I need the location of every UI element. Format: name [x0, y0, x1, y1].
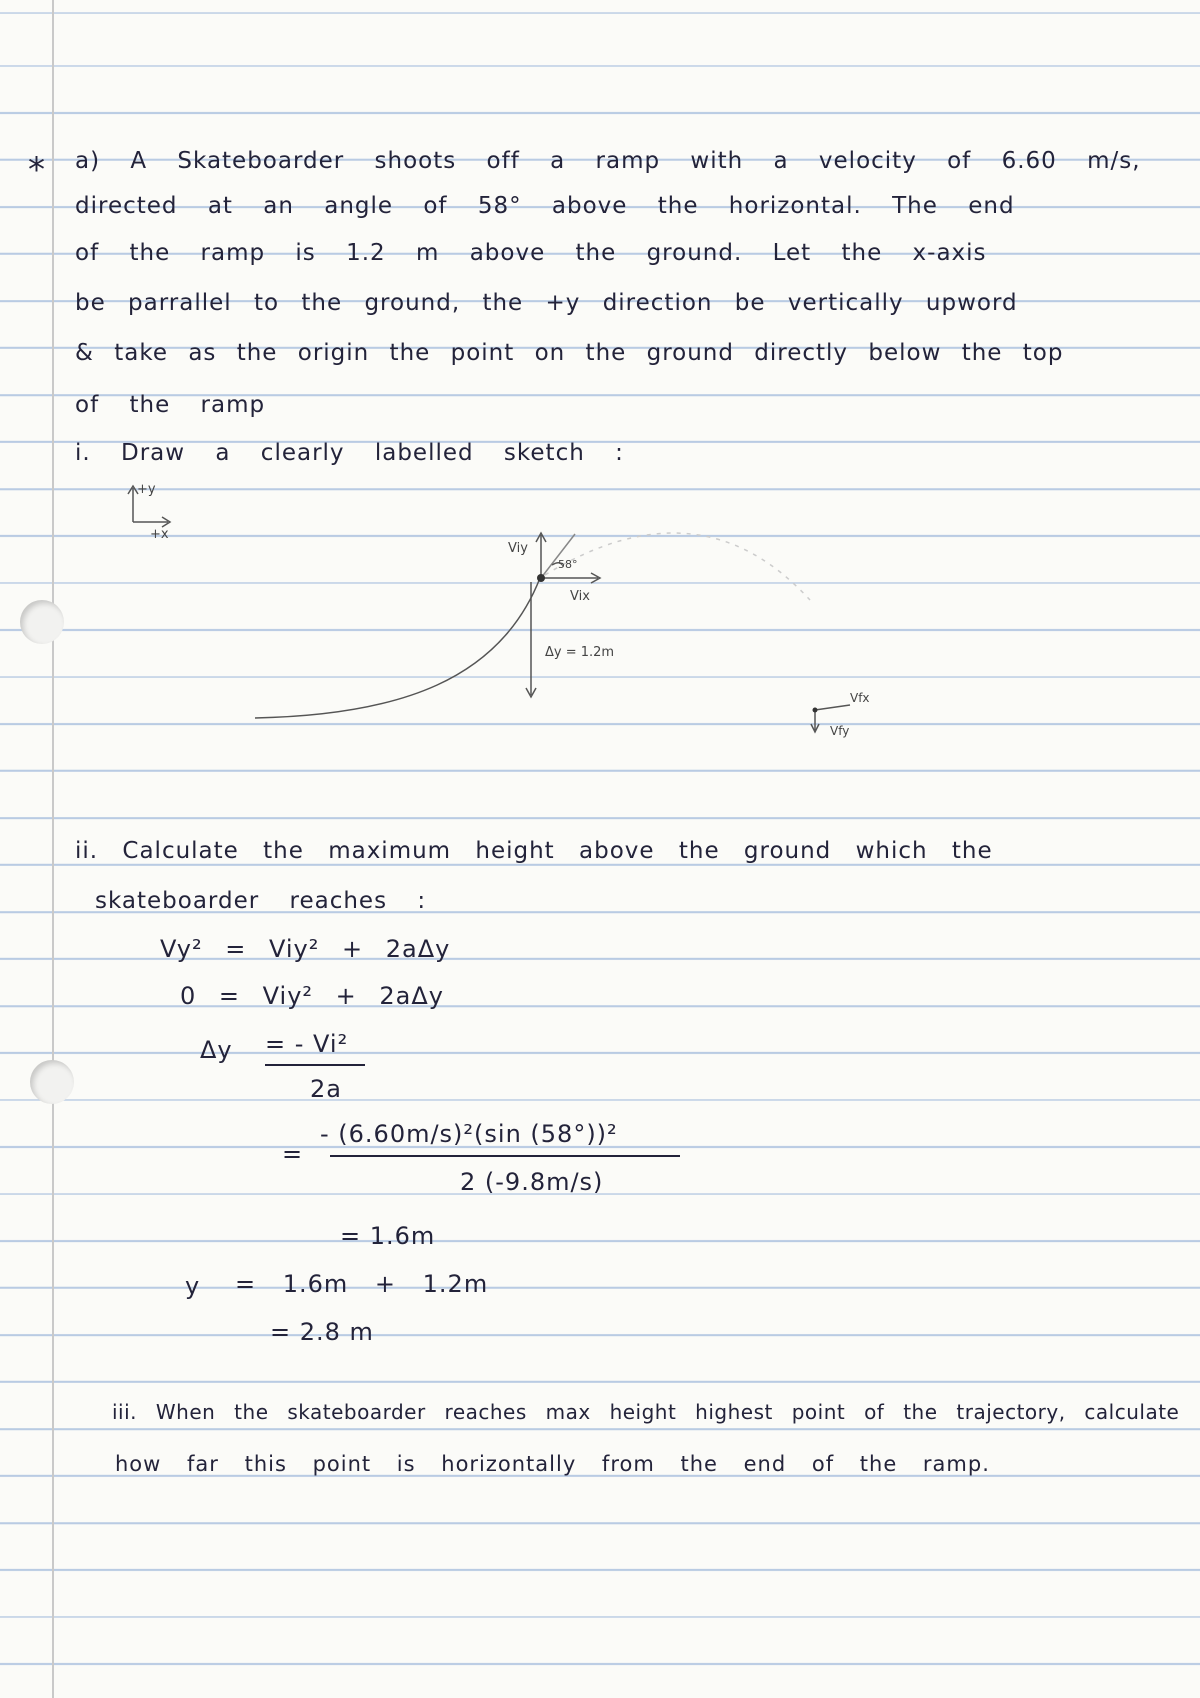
problem-line: & take as the origin the point on the ground directly below the top — [75, 340, 1064, 366]
equation-2: 0 = Viy² + 2aΔy — [180, 982, 444, 1010]
vfy-label: Vfy — [830, 724, 850, 738]
fraction-bar — [330, 1155, 680, 1157]
equation-6-lhs: y — [185, 1272, 201, 1300]
axis-x-label: +x — [150, 527, 169, 542]
vfx-label: Vfx — [850, 691, 870, 705]
problem-line: of the ramp is 1.2 m above the ground. Let the x-axis — [75, 240, 987, 266]
axis-y-label: +y — [137, 482, 156, 497]
binder-hole — [30, 1060, 74, 1104]
part3-prompt-line2: how far this point is horizontally from the end of the ramp. — [115, 1452, 990, 1476]
ramp-curve — [255, 578, 540, 718]
equation-3-denominator: 2a — [310, 1075, 342, 1103]
dy-label: Δy = 1.2m — [545, 645, 615, 660]
vfx-vector — [815, 705, 850, 710]
equation-5: = 1.6m — [340, 1222, 436, 1250]
problem-line: directed at an angle of 58° above the horizontal. The end — [75, 193, 1015, 219]
problem-line: be parrallel to the ground, the +y direction be vertically upword — [75, 290, 1018, 316]
equation-1: Vy² = Viy² + 2aΔy — [160, 935, 451, 963]
star-mark: * — [28, 150, 46, 190]
equation-7: = 2.8 m — [270, 1318, 374, 1346]
part1-prompt: i. Draw a clearly labelled sketch : — [75, 440, 624, 466]
equation-4-numerator: - (6.60m/s)²(sin (58°))² — [320, 1120, 618, 1148]
viy-label: Viy — [508, 541, 528, 556]
part2-prompt-line2: skateboarder reaches : — [95, 888, 427, 914]
part2-prompt-line1: ii. Calculate the maximum height above the ground which the — [75, 838, 993, 864]
part3-prompt-line1: iii. When the skateboarder reaches max height highest point of the trajectory, calculate — [112, 1400, 1180, 1424]
equation-3-lhs: Δy — [200, 1036, 233, 1064]
equation-4-equals: = — [282, 1140, 304, 1168]
velocity-vector — [541, 534, 575, 578]
equation-6-rhs: = 1.6m + 1.2m — [235, 1270, 489, 1298]
launch-point — [537, 574, 545, 582]
landing-point — [813, 708, 818, 713]
equation-3-numerator: = - Vi² — [265, 1030, 349, 1058]
fraction-bar — [265, 1064, 365, 1066]
equation-4-denominator: 2 (-9.8m/s) — [460, 1168, 604, 1196]
vix-label: Vix — [570, 589, 590, 604]
angle-label: 58° — [558, 558, 578, 571]
trajectory-sketch — [0, 0, 1200, 800]
problem-line: a) A Skateboarder shoots off a ramp with a velocity of 6.60 m/s, — [75, 148, 1141, 174]
problem-line: of the ramp — [75, 392, 266, 418]
